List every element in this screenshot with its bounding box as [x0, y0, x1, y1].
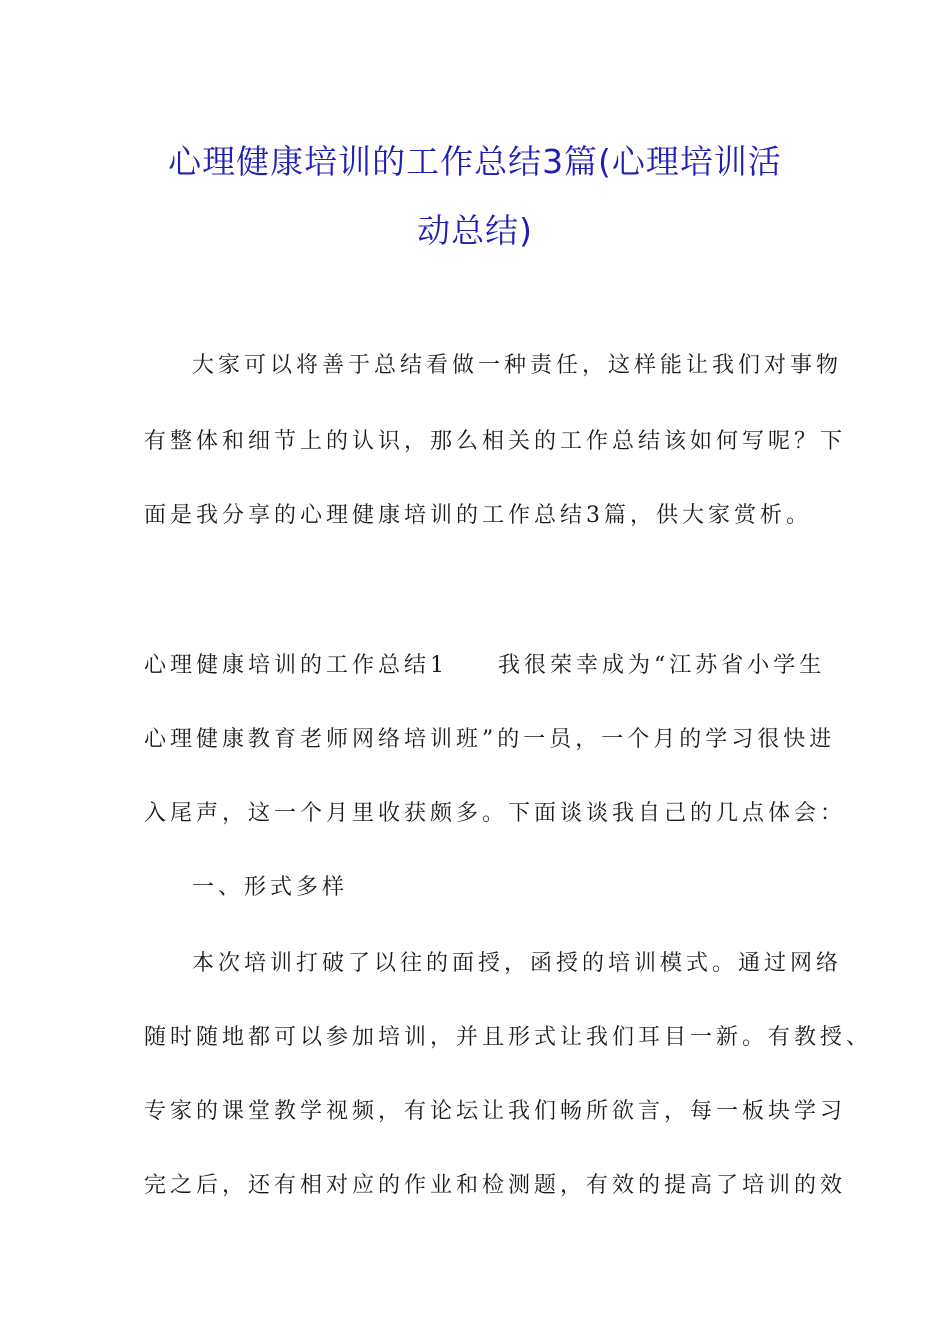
intro-line-3: 面是我分享的心理健康培训的工作总结3篇，供大家赏析。 — [144, 503, 812, 528]
section1-first-line — [144, 648, 825, 679]
body-line-4: 完之后，还有相对应的作业和检测题，有效的提高了培训的效 — [144, 1173, 847, 1198]
section1-line-3: 入尾声，这一个月里收获颇多。下面谈谈我自己的几点体会： — [144, 801, 847, 826]
section1-first-text: 我很荣幸成为“江苏省小学生 — [498, 653, 826, 678]
document-title-line-1: 心理健康培训的工作总结3篇(心理培训活 — [168, 142, 782, 181]
subheading-form: 一、形式多样 — [192, 875, 349, 900]
body-line-2: 随时随地都可以参加培训，并且形式让我们耳目一新。有教授、 — [144, 1025, 873, 1050]
intro-line-1: 大家可以将善于总结看做一种责任，这样能让我们对事物 — [192, 353, 843, 378]
intro-line-2: 有整体和细节上的认识，那么相关的工作总结该如何写呢？下 — [144, 429, 847, 454]
document-title-line-2: 动总结) — [417, 211, 533, 250]
body-line-1: 本次培训打破了以往的面授，函授的培训模式。通过网络 — [192, 951, 843, 976]
section1-heading: 心理健康培训的工作总结1 — [144, 653, 448, 678]
section1-line-2: 心理健康教育老师网络培训班”的一员，一个月的学习很快进 — [144, 727, 836, 752]
body-line-3: 专家的课堂教学视频，有论坛让我们畅所欲言，每一板块学习 — [144, 1099, 847, 1124]
